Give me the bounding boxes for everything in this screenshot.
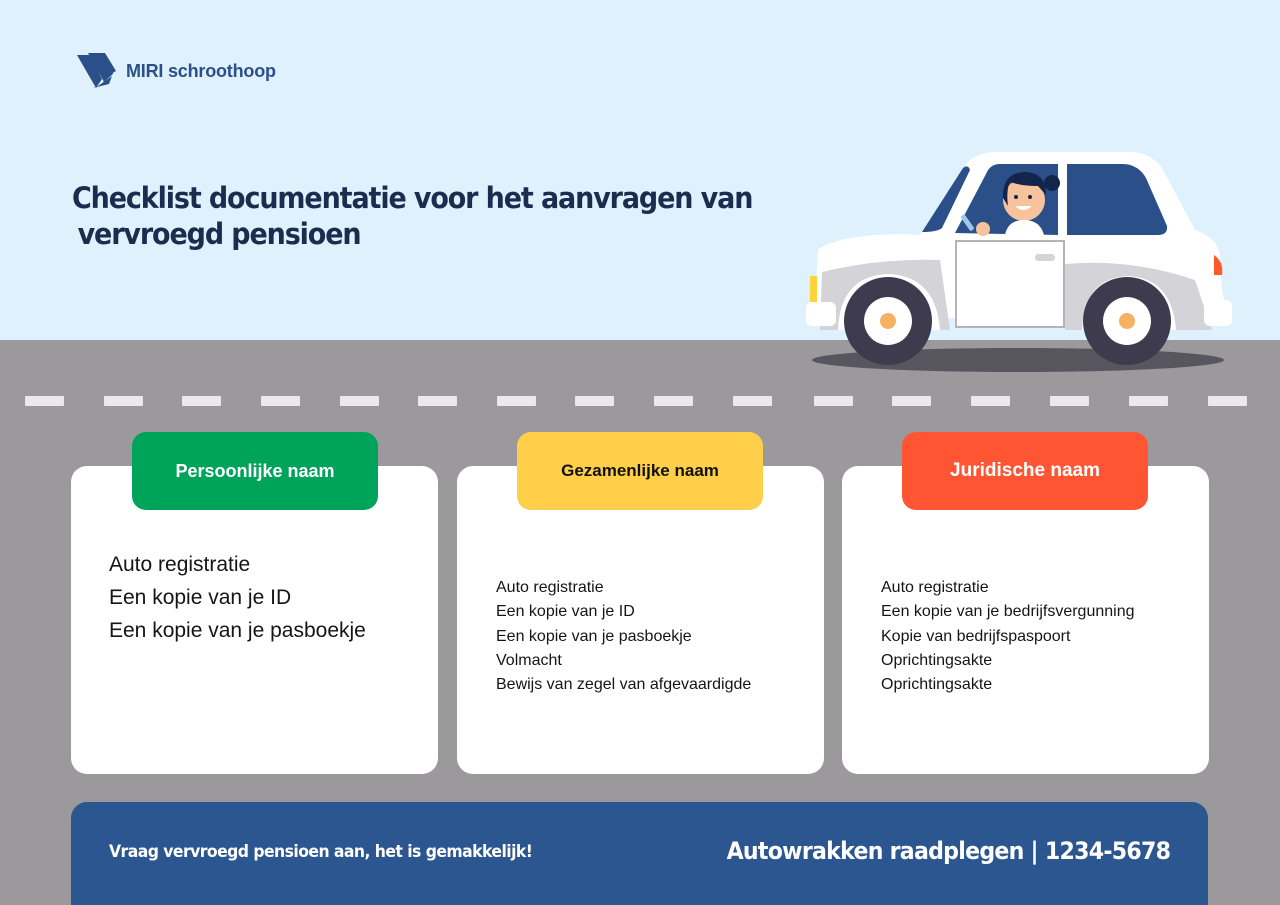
footer-contact[interactable]: Autowrakken raadplegen | 1234-5678 <box>726 837 1170 865</box>
list-item: Kopie van bedrijfspaspoort <box>881 627 1071 645</box>
list-item: Een kopie van je pasboekje <box>109 619 366 642</box>
footer-banner <box>71 802 1208 905</box>
card-label-persoonlijke: Persoonlijke naam <box>132 432 378 510</box>
card-label-juridische: Juridische naam <box>902 432 1148 510</box>
lane-dash <box>1129 396 1168 406</box>
lane-dash <box>497 396 536 406</box>
footer-tagline: Vraag vervroegd pensioen aan, het is gemakkelijk! <box>109 842 533 862</box>
lane-dash <box>733 396 772 406</box>
card-label-gezamenlijke: Gezamenlijke naam <box>517 432 763 510</box>
lane-dash <box>654 396 693 406</box>
lane-dash <box>1208 396 1247 406</box>
checklist-persoonlijke <box>109 548 366 647</box>
checklist-gezamenlijke <box>496 576 751 697</box>
lane-dash <box>25 396 64 406</box>
road-lane-markings <box>0 396 1280 408</box>
lane-dash <box>340 396 379 406</box>
list-item: Een kopie van je ID <box>109 586 292 609</box>
list-item: Een kopie van je bedrijfsvergunning <box>881 603 1135 621</box>
car-illustration <box>800 140 1240 380</box>
lane-dash <box>261 396 300 406</box>
checklist-juridische <box>881 576 1135 697</box>
lane-dash <box>971 396 1010 406</box>
list-item: Oprichtingsakte <box>881 651 993 669</box>
list-item: Auto registratie <box>881 579 989 596</box>
list-item: Een kopie van je pasboekje <box>496 627 692 645</box>
lane-dash <box>182 396 221 406</box>
title-line-1: Checklist documentatie voor het aanvragen van <box>72 181 753 215</box>
list-item: Oprichtingsakte <box>881 676 993 694</box>
brand-logo[interactable] <box>76 52 276 90</box>
lane-dash <box>892 396 931 406</box>
lane-dash <box>814 396 853 406</box>
list-item: Auto registratie <box>109 553 251 576</box>
page-title <box>72 180 779 252</box>
lane-dash <box>1050 396 1089 406</box>
lane-dash <box>418 396 457 406</box>
lane-dash <box>104 396 143 406</box>
lane-dash <box>575 396 614 406</box>
list-item: Auto registratie <box>496 579 604 596</box>
logo-icon <box>76 52 118 90</box>
list-item: Bewijs van zegel van afgevaardigde <box>496 676 752 694</box>
list-item: Volmacht <box>496 651 562 669</box>
list-item: Een kopie van je ID <box>496 603 635 621</box>
brand-name: MIRI schroothoop <box>126 60 276 81</box>
title-line-2: vervroegd pensioen <box>77 217 361 251</box>
